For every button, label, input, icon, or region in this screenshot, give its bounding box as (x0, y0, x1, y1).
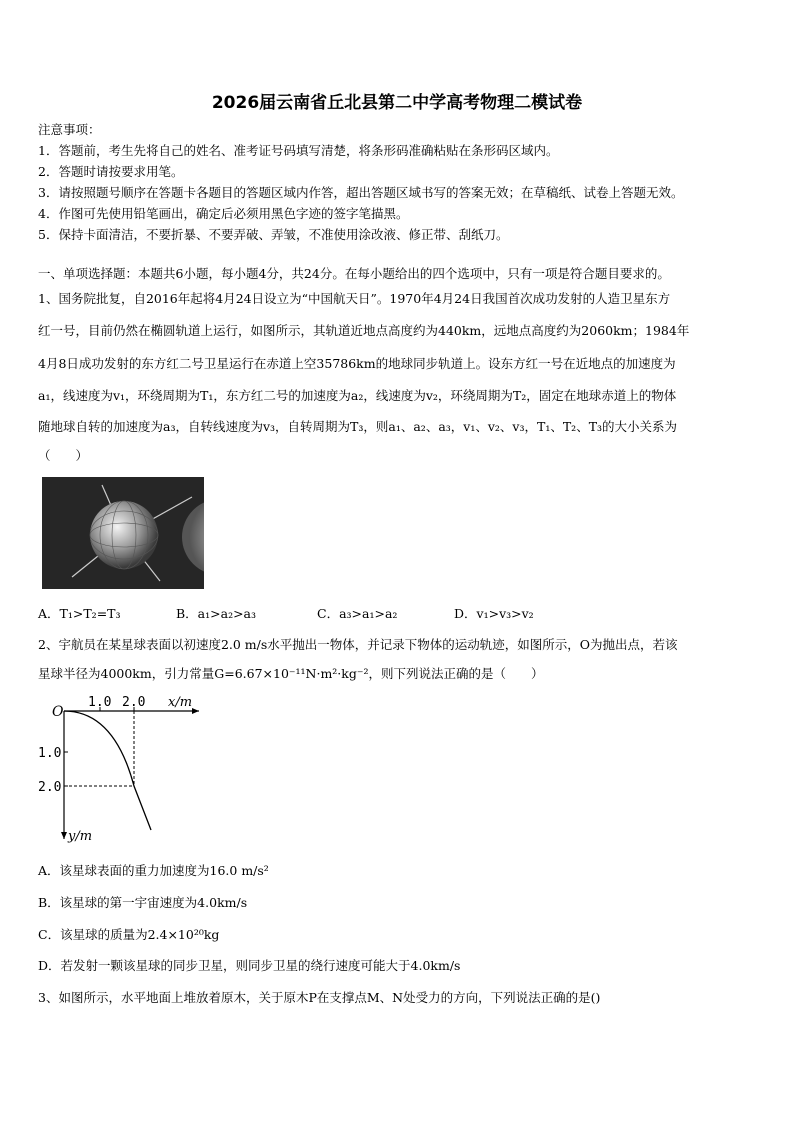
y-axis-label: y/m (68, 829, 93, 844)
x-tick-label: 2.0 (122, 695, 146, 710)
section-heading: 一、单项选择题：本题共6小题，每小题4分，共24分。在每小题给出的四个选项中，只有一项是符合题目要求的。 (38, 266, 670, 281)
y-axis-arrow-icon (61, 832, 67, 839)
notice-item: 1．答题前，考生先将自己的姓名、准考证号码填写清楚，将条形码准确粘贴在条形码区域内。 (38, 143, 559, 158)
trajectory-curve (64, 711, 151, 830)
question-2-option-a: A．该星球表面的重力加速度为16.0 m/s² (38, 863, 269, 878)
question-1-text: a₁，线速度为v₁，环绕周期为T₁，东方红二号的加速度为a₂，线速度为v₂，环绕周期为T₂，固定在地球赤道上的物体 (38, 388, 677, 403)
question-1-text: 1、国务院批复，自2016年起将4月24日设立为“中国航天日”。1970年4月24日我国首次成功发射的人造卫星东方 (38, 291, 671, 306)
x-axis-arrow-icon (192, 708, 199, 714)
question-1-text: 4月8日成功发射的东方红二号卫星运行在赤道上空35786km的地球同步轨道上。设东方红一号在近地点的加速度为 (38, 356, 676, 371)
question-1-text: 红一号，目前仍然在椭圆轨道上运行，如图所示，其轨道近地点高度约为440km，远地点高度约为2060km；1984年 (38, 323, 690, 338)
y-tick-label: 2.0 (38, 780, 62, 795)
notice-heading: 注意事项： (38, 122, 101, 137)
satellite-image (42, 477, 204, 589)
y-tick-label: 1.0 (38, 746, 62, 761)
question-2-option-c: C．该星球的质量为2.4×10²⁰kg (38, 927, 220, 942)
notice-item: 2．答题时请按要求用笔。 (38, 164, 184, 179)
question-1-option-c: C．a₃>a₁>a₂ (317, 606, 398, 621)
question-2-text: 星球半径为4000km，引力常量G=6.67×10⁻¹¹N·m²·kg⁻²，则下列说法正确的是（ ） (38, 666, 544, 681)
notice-item: 4．作图可先使用铅笔画出，确定后必须用黑色字迹的签字笔描黑。 (38, 206, 409, 221)
question-1-text: （ ） (38, 448, 89, 463)
origin-label: O (52, 704, 64, 720)
question-2-option-b: B．该星球的第一宇宙速度为4.0km/s (38, 895, 248, 910)
question-1-option-d: D．v₁>v₃>v₂ (454, 606, 534, 621)
question-2-option-d: D．若发射一颗该星球的同步卫星，则同步卫星的绕行速度可能大于4.0km/s (38, 958, 461, 973)
question-1-text: 随地球自转的加速度为a₃，自转线速度为v₃，自转周期为T₃，则a₁、a₂、a₃，v₁、v₂、v₃，T₁、T₂、T₃的大小关系为 (38, 419, 678, 434)
x-axis-label: x/m (168, 695, 193, 710)
question-1-option-b: B．a₁>a₂>a₃ (176, 606, 257, 621)
trajectory-graph (34, 694, 214, 844)
question-2-text: 2、宇航员在某星球表面以初速度2.0 m/s水平抛出一物体，并记录下物体的运动轨迹，如图所示，O为抛出点，若该 (38, 637, 678, 652)
notice-item: 3．请按照题号顺序在答题卡各题目的答题区域内作答，超出答题区域书写的答案无效；在草稿纸、试卷上答题无效。 (38, 185, 684, 200)
x-tick-label: 1.0 (88, 695, 112, 710)
question-3-text: 3、如图所示，水平地面上堆放着原木，关于原木P在支撑点M、N处受力的方向，下列说法正确的是() (38, 990, 601, 1005)
page-title: 2026届云南省丘北县第二中学高考物理二模试卷 (211, 93, 583, 113)
notice-item: 5．保持卡面清洁，不要折暴、不要弄破、弄皱，不准使用涂改液、修正带、刮纸刀。 (38, 227, 509, 242)
satellite-photo (42, 477, 204, 589)
question-1-option-a: A．T₁>T₂=T₃ (38, 606, 121, 621)
